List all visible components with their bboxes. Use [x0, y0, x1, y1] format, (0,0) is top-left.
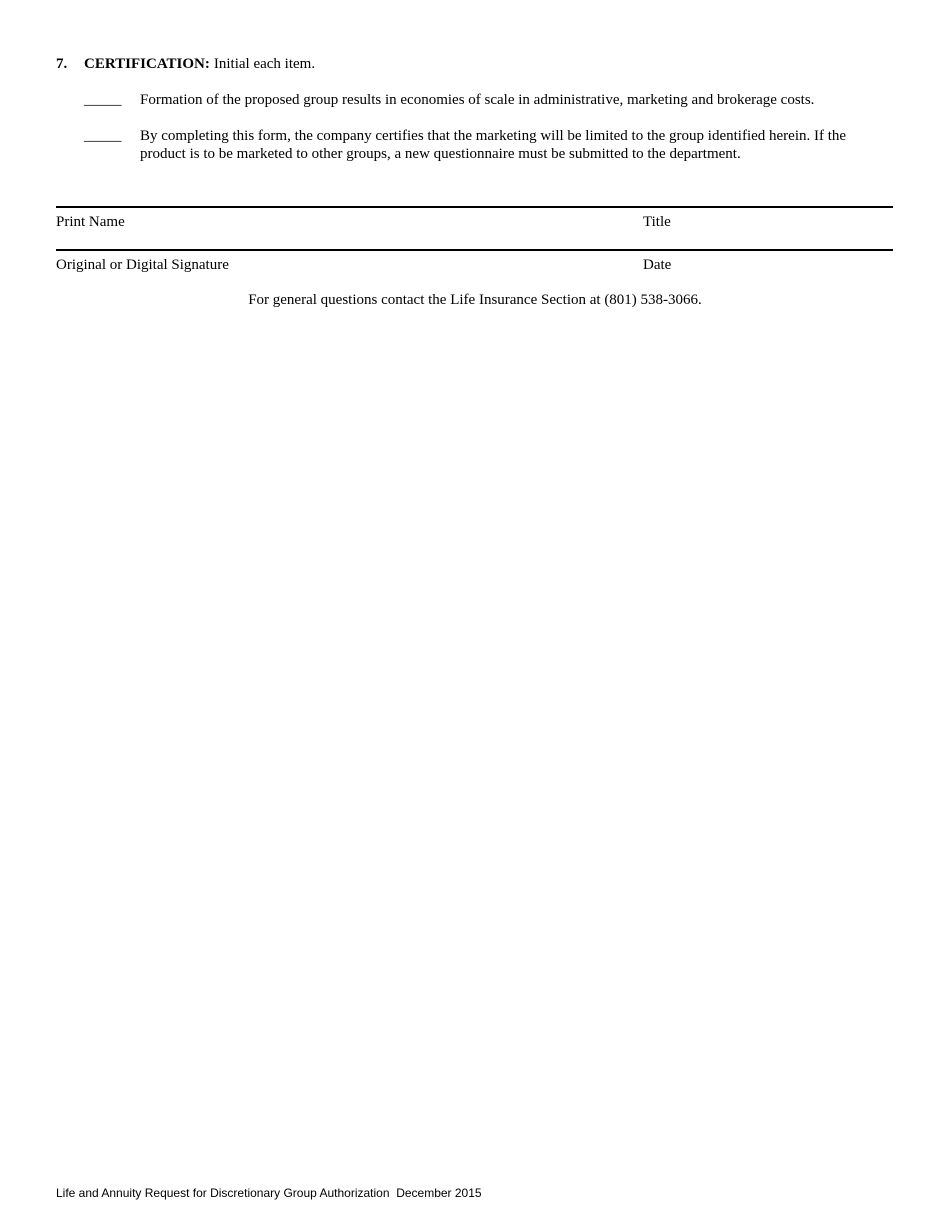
initial-blank[interactable]: _____ — [84, 128, 122, 144]
title-label: Title — [643, 214, 671, 230]
initial-blank[interactable]: _____ — [84, 92, 122, 108]
section-title: CERTIFICATION: — [84, 56, 210, 72]
print-name-label: Print Name — [56, 214, 125, 230]
section-instruction: Initial each item. — [213, 56, 316, 72]
certification-heading — [56, 55, 315, 73]
contact-note: For general questions contact the Life Insurance Section at (801) 538-3066. — [248, 292, 702, 308]
signature-date-line[interactable] — [56, 249, 893, 251]
page-footer: Life and Annuity Request for Discretionary Group Authorization December 2015 — [56, 1186, 482, 1200]
name-title-signature-line[interactable] — [56, 206, 893, 208]
certification-item-text: By completing this form, the company certifies that the marketing will be limited to the group identified herein. If the product is to be marketed to other groups, a new questionnaire must be submitted to the department. — [140, 128, 847, 162]
signature-label: Original or Digital Signature — [56, 257, 229, 273]
certification-item-text: Formation of the proposed group results in economies of scale in administrative, marketing and brokerage costs. — [140, 92, 815, 108]
section-number: 7. — [56, 56, 68, 72]
date-label: Date — [643, 257, 672, 273]
